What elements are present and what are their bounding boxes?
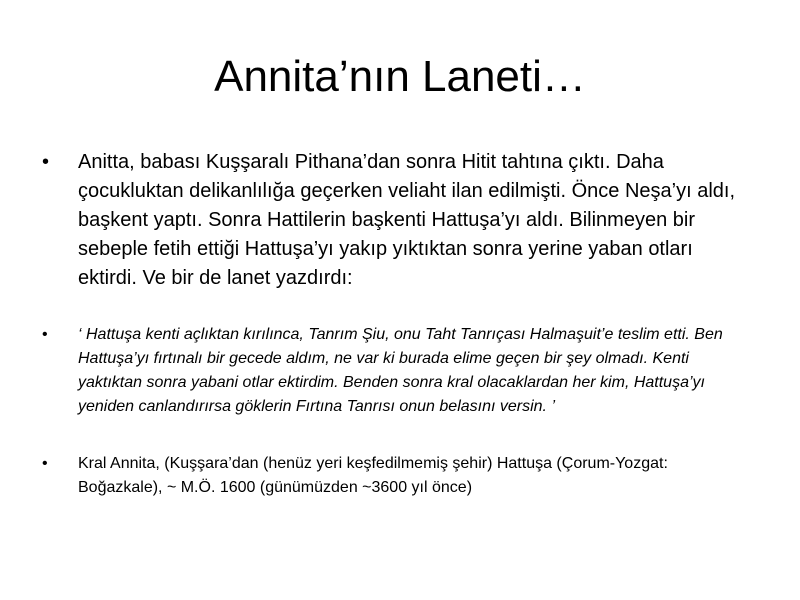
bullet-marker: • (42, 455, 48, 472)
bullet-text: Anitta, babası Kuşşaralı Pithana’dan sonra Hitit tahtına çıktı. Daha çocukluktan delikanlılığa geçerken veliaht ilan edilmişti. Önce Neşa’yı aldı, başkent yaptı. Sonra Hattilerin başkenti Hattuşa’yı aldı. Bilinmeyen bir sebeple fetih ettiği Hattuşa’yı yakıp yıktıktan sonra yerine yaban otları ektirdi. Ve bir de lanet yazdırdı: (78, 151, 736, 289)
bullet-text: Kral Annita, (Kuşşara’dan (henüz yeri keşfedilmemiş şehir) Hattuşa (Çorum-Yozgat: Boğazkale), ~ M.Ö. 1600 (günümüzden ~3600 yıl önce) (78, 455, 668, 496)
bullet-item-curse-quote (42, 323, 738, 419)
bullet-item-intro (42, 148, 738, 293)
bullet-marker: • (42, 151, 50, 173)
bullet-item-king-info (42, 452, 738, 500)
slide-title: Annita’nın Laneti… (214, 52, 586, 101)
bullet-text: ‘ Hattuşa kenti açlıktan kırılınca, Tanrım Şiu, onu Taht Tanrıçası Halmaşuit’e teslim etti. Ben Hattuşa’yı fırtınalı bir gecede aldım, ne var ki burada elime geçen bir şey olmadı. Kenti yaktıktan sonra yabani otlar ektirdim. Benden sonra kral olacaklardan her kim, Hattuşa’yı yeniden canlandırırsa göklerin Fırtına Tanrısı onun belasını versin. ’ (78, 326, 723, 415)
bullet-marker: • (42, 326, 48, 343)
